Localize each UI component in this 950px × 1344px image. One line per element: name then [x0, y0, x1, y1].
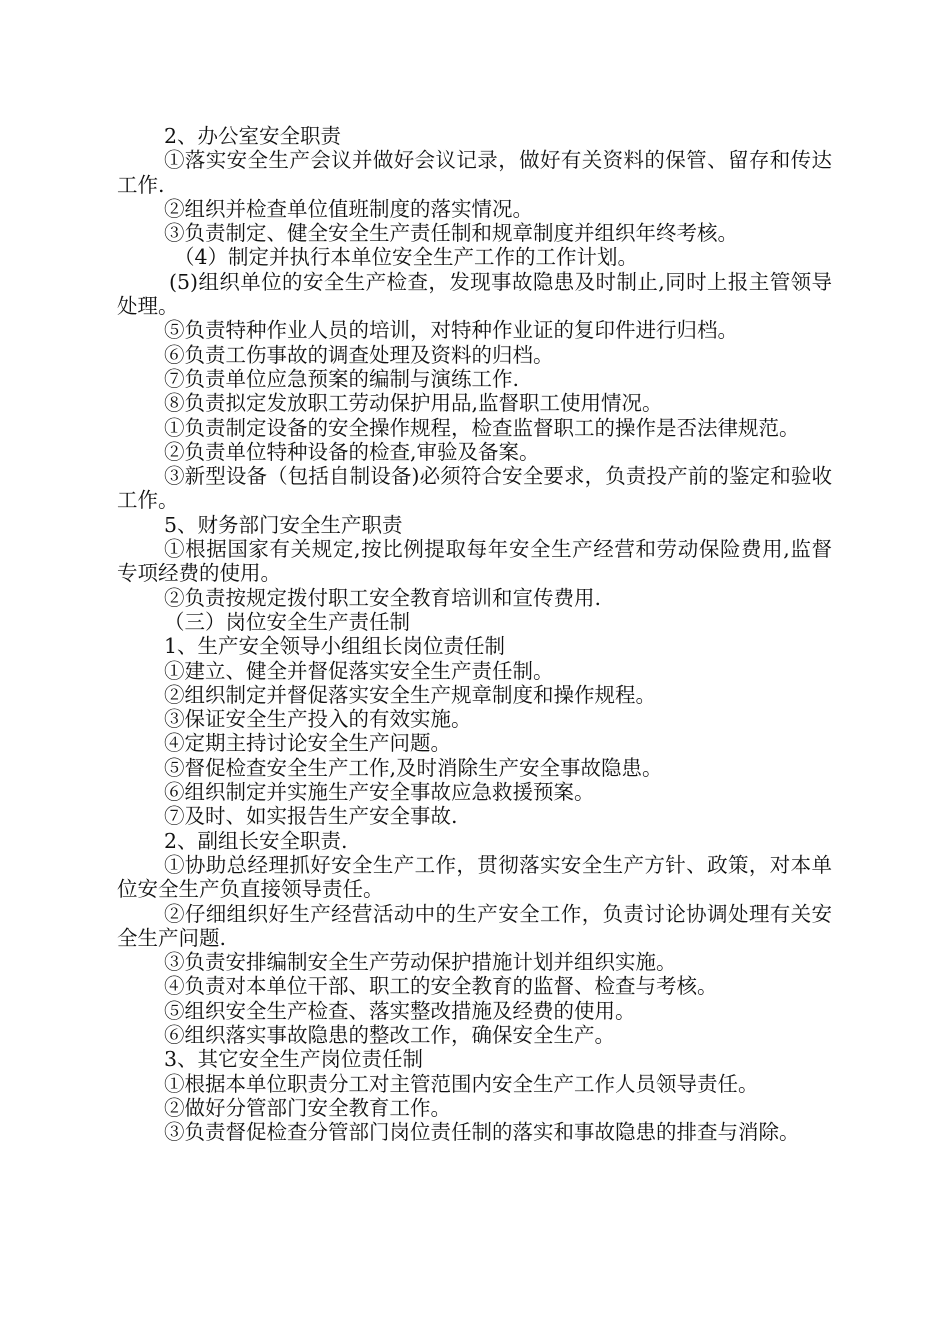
list-item: ①负责制定设备的安全操作规程，检查监督职工的操作是否法律规范。	[164, 415, 800, 440]
list-item: ②组织制定并督促落实安全生产规章制度和操作规程。	[164, 682, 656, 707]
list-item: ①协助总经理抓好安全生产工作，贯彻落实安全生产方针、政策，对本单位安全生产负直接领导责任。	[117, 852, 832, 902]
list-item: ④负责对本单位干部、职工的安全教育的监督、检查与考核。	[164, 974, 718, 999]
list-item: ⑦负责单位应急预案的编制与演练工作.	[164, 366, 520, 391]
list-item: ②负责单位特种设备的检查,审验及备案。	[164, 439, 540, 464]
list-item: ③保证安全生产投入的有效实施。	[164, 707, 472, 732]
list-item: ②组织并检查单位值班制度的落实情况。	[164, 196, 533, 221]
list-item: ③负责督促检查分管部门岗位责任制的落实和事故隐患的排查与消除。	[164, 1120, 800, 1145]
list-item: ②负责按规定拨付职工安全教育培训和宣传费用.	[164, 585, 602, 610]
subsection-heading-other: 3、其它安全生产岗位责任制	[164, 1047, 424, 1072]
list-item: ⑤督促检查安全生产工作,及时消除生产安全事故隐患。	[164, 755, 663, 780]
list-item: (5)组织单位的安全生产检查，发现事故隐患及时制止,同时上报主管领导处理。	[117, 269, 832, 319]
subsection-heading-leader: 1、生产安全领导小组组长岗位责任制	[164, 634, 506, 659]
list-item: ⑦及时、如实报告生产安全事故.	[164, 804, 458, 829]
list-item: ⑥组织落实事故隐患的整改工作，确保安全生产。	[164, 1022, 615, 1047]
section-heading-post-responsibility: （三）岗位安全生产责任制	[164, 609, 410, 634]
list-item: ③新型设备（包括自制设备)必须符合安全要求，负责投产前的鉴定和验收工作。	[117, 464, 832, 513]
list-item: ②做好分管部门安全教育工作。	[164, 1095, 451, 1120]
list-item: ①落实安全生产会议并做好会议记录，做好有关资料的保管、留存和传达工作.	[117, 148, 832, 197]
list-item: ①根据本单位职责分工对主管范围内安全生产工作人员领导责任。	[164, 1071, 759, 1096]
section-heading-finance-duties: 5、财务部门安全生产职责	[164, 512, 403, 537]
list-item: ④定期主持讨论安全生产问题。	[164, 731, 451, 756]
subsection-heading-deputy: 2、副组长安全职责.	[164, 828, 348, 853]
list-item: ⑤组织安全生产检查、落实整改措施及经费的使用。	[164, 998, 636, 1023]
list-item: ①根据国家有关规定,按比例提取每年安全生产经营和劳动保险费用,监督专项经费的使用。	[117, 537, 832, 586]
list-item: ③负责安排编制安全生产劳动保护措施计划并组织实施。	[164, 950, 677, 975]
list-item: ②仔细组织好生产经营活动中的生产安全工作，负责讨论协调处理有关安全生产问题.	[117, 901, 832, 950]
section-heading-office-duties: 2、办公室安全职责	[164, 124, 342, 148]
list-item: （4）制定并执行本单位安全生产工作的工作计划。	[174, 245, 639, 270]
list-item: ⑧负责拟定发放职工劳动保护用品,监督职工使用情况。	[164, 391, 663, 416]
document-body	[117, 124, 832, 1144]
list-item: ⑥负责工伤事故的调查处理及资料的归档。	[164, 342, 554, 367]
list-item: ①建立、健全并督促落实安全生产责任制。	[164, 658, 554, 683]
list-item: ⑤负责特种作业人员的培训，对特种作业证的复印件进行归档。	[164, 318, 738, 343]
list-item: ⑥组织制定并实施生产安全事故应急救援预案。	[164, 780, 595, 805]
list-item: ③负责制定、健全安全生产责任制和规章制度并组织年终考核。	[164, 221, 738, 246]
